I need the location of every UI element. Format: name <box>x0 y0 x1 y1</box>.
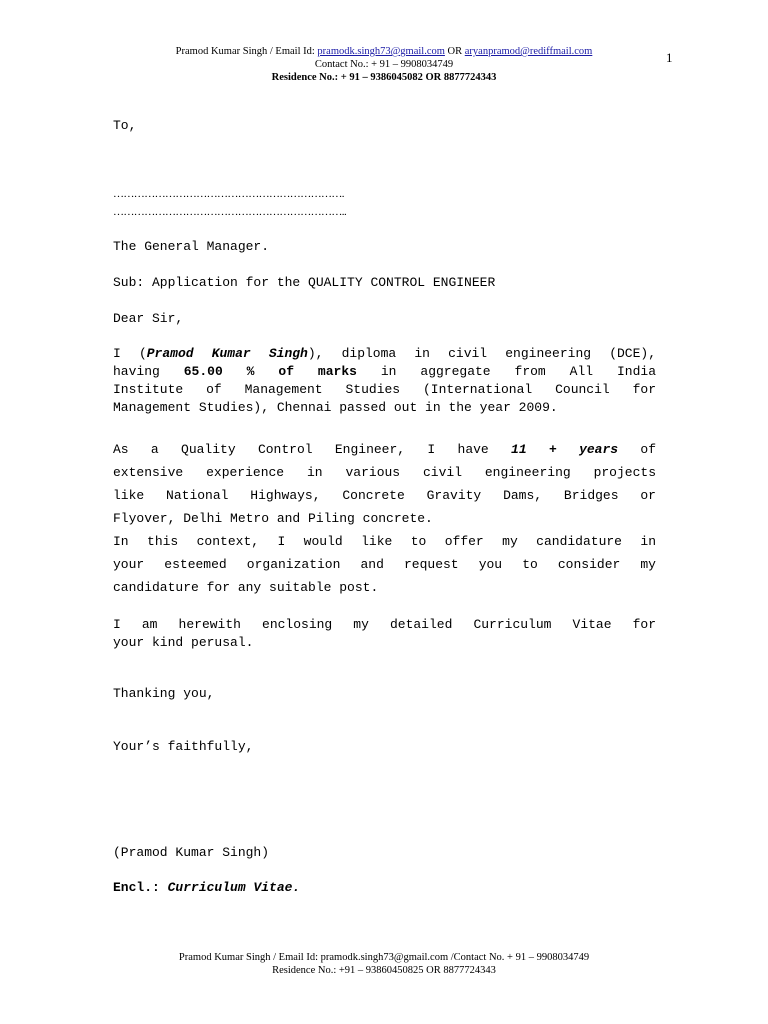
email-link-rediffmail[interactable]: aryanpramod@rediffmail.com <box>464 46 593 57</box>
header-line-1 <box>0 46 768 58</box>
recipient: The General Manager. <box>113 239 270 254</box>
experience-years: 11 + years <box>511 442 619 457</box>
enclosure-line-2: your kind perusal. <box>113 635 254 650</box>
intro-line-1: I (Pramod Kumar Singh), diploma in civil engineering (DCE), <box>113 346 656 361</box>
experience-line-7: candidature for any suitable post. <box>113 580 379 595</box>
experience-line-4: Flyover, Delhi Metro and Piling concrete. <box>113 511 433 526</box>
intro-line-2: having 65.00 % of marks in aggregate from All India <box>113 364 656 379</box>
email-link-gmail[interactable]: pramodk.singh73@gmail.com <box>317 46 445 57</box>
experience-line-5: In this context, I would like to offer my candidature in <box>113 534 656 549</box>
subject-line: Sub: Application for the QUALITY CONTROL ENGINEER <box>113 275 496 290</box>
intro-line-4: Management Studies), Chennai passed out in the year 2009. <box>113 400 558 415</box>
experience-line-6: your esteemed organization and request you to consider my <box>113 557 656 572</box>
paragraph-intro <box>113 345 656 417</box>
page-number: 1 <box>666 50 673 65</box>
experience-line-3: like National Highways, Concrete Gravity Dams, Bridges or <box>113 488 656 503</box>
marks-value: 65.00 % of marks <box>183 364 357 379</box>
experience-line-1: As a Quality Control Engineer, I have 11 + years of <box>113 442 657 457</box>
header-contact: Contact No.: + 91 – 9908034749 <box>314 59 454 70</box>
intro-line-3: Institute of Management Studies (International Council for <box>113 382 656 397</box>
paragraph-experience <box>113 438 656 599</box>
letter-to: To, <box>113 118 137 133</box>
enclosure-line-1: I am herewith enclosing my detailed Curriculum Vitae for <box>113 617 656 632</box>
header-residence <box>0 72 768 84</box>
closing-line: Your’s faithfully, <box>113 739 254 754</box>
header-prefix: Pramod Kumar Singh / Email Id: <box>175 46 318 57</box>
salutation: Dear Sir, <box>113 311 184 326</box>
header-or: OR <box>444 46 465 57</box>
thanks-line: Thanking you, <box>113 686 215 701</box>
enclosure-label: Encl.: <box>113 880 168 895</box>
footer-line-1: Pramod Kumar Singh / Email Id: pramodk.singh73@gmail.com /Contact No. + 91 – 9908034749 <box>178 952 590 963</box>
signature-name: (Pramod Kumar Singh) <box>113 845 270 860</box>
address-line-1: …………………………………………………………. <box>113 188 344 200</box>
experience-line-2: extensive experience in various civil engineering projects <box>113 465 656 480</box>
header-residence-text: Residence No.: + 91 – 9386045082 OR 8877724343 <box>271 72 497 83</box>
paragraph-enclosure <box>113 616 656 652</box>
enclosure-note <box>113 880 656 895</box>
footer-line-2: Residence No.: +91 – 93860450825 OR 8877724343 <box>272 965 496 976</box>
enclosure-value: Curriculum Vitae. <box>167 880 301 895</box>
address-line-2: ………………………………………………………….. <box>113 206 347 218</box>
applicant-name: Pramod Kumar Singh <box>146 346 308 361</box>
